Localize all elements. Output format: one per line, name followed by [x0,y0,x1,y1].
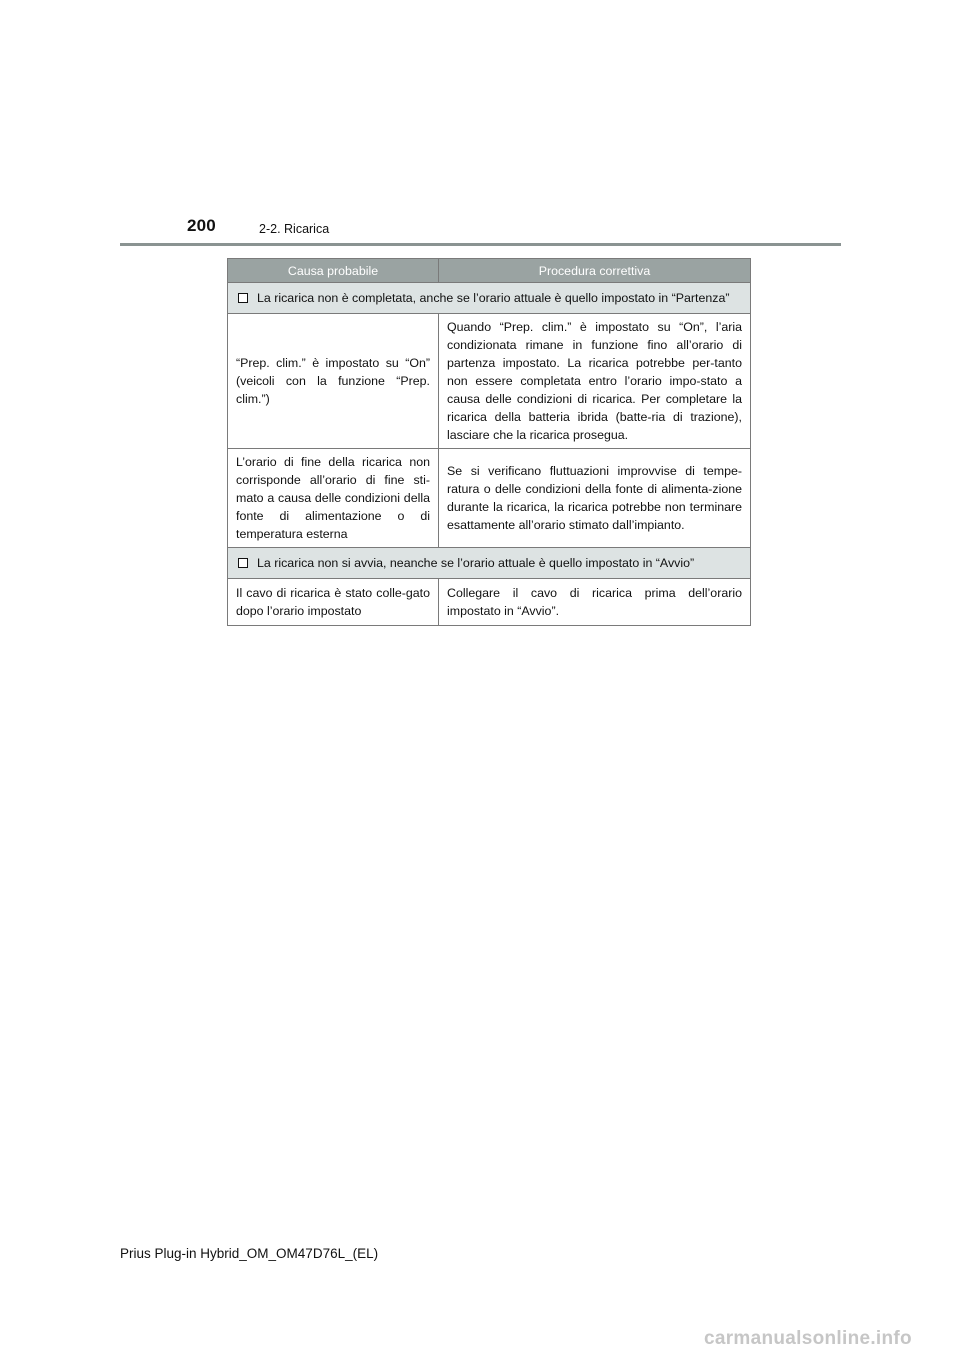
cause-cell: Il cavo di ricarica è stato colle-gato dopo l’orario impostato [228,579,439,626]
table-header-row [228,259,751,283]
table-row [228,579,751,626]
procedure-cell: Se si verificano fluttuazioni improvvise di tempe-ratura o delle condizioni della fonte di alimenta-zione durante la ricarica, la ricarica potrebbe non terminare esattamente all’orario stimato dall’impianto. [439,449,751,548]
footer-manual-id: Prius Plug-in Hybrid_OM_OM47D76L_(EL) [120,1246,379,1261]
procedure-cell: Collegare il cavo di ricarica prima dell’orario impostato in “Avvio”. [439,579,751,626]
column-header-procedure: Procedura correttiva [439,259,751,283]
group-title: La ricarica non si avvia, neanche se l’orario attuale è quello impostato in “Avvio” [257,556,695,570]
section-title: 2-2. Ricarica [259,222,330,236]
header-rule [120,243,841,246]
column-header-cause: Causa probabile [228,259,439,283]
checkbox-icon [238,293,248,303]
procedure-cell: Quando “Prep. clim.” è impostato su “On”, l’aria condizionata rimane in funzione fino all’orario di partenza impostato. La ricarica potrebbe per-tanto non essere completata entro l’orario impo-stato a causa delle condizioni di ricarica. Per completare la ricarica della batteria ibrida (batte-ria di trazione), lasciare che la ricarica prosegua. [439,314,751,449]
cause-cell: “Prep. clim.” è impostato su “On” (veicoli con la funzione “Prep. clim.”) [228,314,439,449]
group-title: La ricarica non è completata, anche se l’orario attuale è quello impostato in “Partenza” [257,291,730,305]
group-header-cell [228,283,751,314]
table-row [228,449,751,548]
group-header [238,554,742,572]
checkbox-icon [238,558,248,568]
group-header [238,289,742,307]
group-header-cell [228,548,751,579]
table-row [228,314,751,449]
watermark: carmanualsonline.info [704,1328,912,1349]
cause-cell: L’orario di fine della ricarica non corrisponde all’orario di fine sti-mato a causa delle condizioni della fonte di alimentazione o di temperatura esterna [228,449,439,548]
group-header-row [228,283,751,314]
group-header-row [228,548,751,579]
page-number: 200 [187,216,216,235]
troubleshooting-table [227,258,751,626]
